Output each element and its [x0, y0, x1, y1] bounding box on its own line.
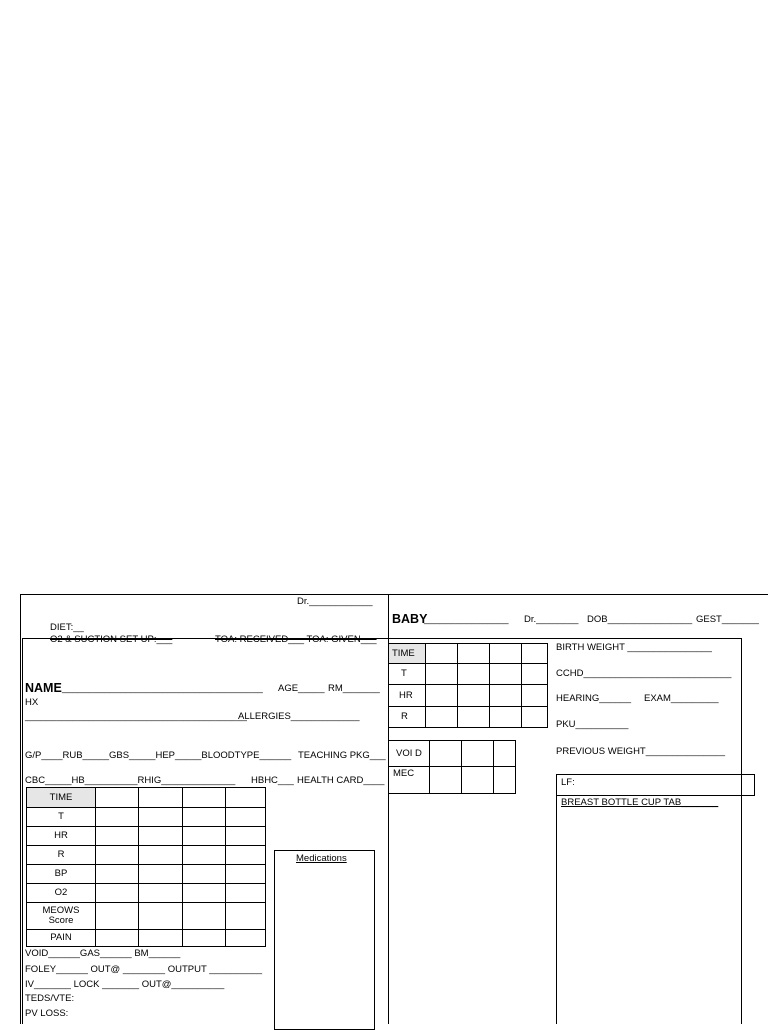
diet-field: DIET:__	[50, 622, 84, 633]
row-label: MEC	[389, 767, 430, 794]
row-label: HR	[27, 827, 96, 846]
vitals-cell[interactable]	[426, 644, 458, 664]
baby-name-blank: ________________	[424, 614, 509, 625]
vitals-cell[interactable]	[96, 846, 139, 865]
vitals-cell[interactable]	[458, 685, 490, 707]
o2-suction-field: O2 & SUCTION SET UP:___	[50, 634, 173, 645]
output-cell[interactable]	[430, 741, 462, 767]
birth-weight-field: BIRTH WEIGHT ________________	[556, 642, 712, 653]
baby-label: BABY	[392, 612, 428, 626]
void-row: VOID______GAS______ BM______	[25, 948, 181, 959]
vitals-cell[interactable]	[183, 827, 226, 846]
row-label: VOI D	[389, 741, 430, 767]
feeding-box-left	[556, 795, 557, 1024]
vitals-cell[interactable]	[183, 846, 226, 865]
vitals-cell[interactable]	[139, 808, 183, 827]
row-label: R	[27, 846, 96, 865]
row-label: O2	[27, 884, 96, 903]
gest-field: GEST_______	[696, 614, 759, 625]
vitals-cell[interactable]	[139, 788, 183, 808]
vitals-cell[interactable]	[226, 930, 266, 947]
vitals-cell[interactable]	[226, 884, 266, 903]
vitals-cell[interactable]	[96, 930, 139, 947]
vitals-cell[interactable]	[490, 707, 522, 728]
vitals-cell[interactable]	[96, 808, 139, 827]
baby-doctor-field: Dr.________	[524, 614, 579, 625]
row-label: MEOWS Score	[27, 903, 96, 930]
vitals-cell[interactable]	[226, 846, 266, 865]
lf-label: LF:	[561, 777, 575, 788]
vitals-cell[interactable]	[96, 903, 139, 930]
vitals-cell[interactable]	[226, 903, 266, 930]
row-label: BP	[27, 865, 96, 884]
cchd-field: CCHD____________________________	[556, 668, 732, 679]
baby-output-table	[388, 740, 516, 794]
hearing-field: HEARING______	[556, 693, 631, 704]
vitals-cell[interactable]	[183, 930, 226, 947]
row-label: HR	[389, 685, 426, 707]
vitals-cell[interactable]	[183, 788, 226, 808]
history-label: HX	[25, 697, 39, 708]
vitals-cell[interactable]	[183, 903, 226, 930]
vitals-cell[interactable]	[226, 827, 266, 846]
right-inner-right	[741, 638, 742, 1024]
vitals-cell[interactable]	[490, 685, 522, 707]
row-label: R	[389, 707, 426, 728]
hbhc-field: HBHC___	[251, 775, 294, 786]
vitals-cell[interactable]	[139, 930, 183, 947]
mother-vitals-table	[26, 787, 266, 947]
foley-row: FOLEY______ OUT@ ________ OUTPUT __________	[25, 964, 263, 975]
exam-field: EXAM_________	[644, 693, 719, 704]
vitals-cell[interactable]	[490, 644, 522, 664]
vitals-cell[interactable]	[522, 664, 548, 685]
vitals-cell[interactable]	[426, 707, 458, 728]
vitals-cell[interactable]	[139, 846, 183, 865]
teaching-pkg-field: TEACHING PKG___	[298, 750, 386, 761]
vitals-cell[interactable]	[183, 865, 226, 884]
vitals-cell[interactable]	[490, 664, 522, 685]
vitals-cell[interactable]	[522, 644, 548, 664]
feeding-options: BREAST BOTTLE CUP TAB_______	[561, 797, 719, 808]
left-frame-top	[20, 594, 768, 595]
vitals-cell[interactable]	[226, 808, 266, 827]
teds-vte-label: TEDS/VTE:	[25, 993, 75, 1004]
allergies-blank: __________________________________________	[25, 711, 247, 722]
vitals-cell[interactable]	[458, 707, 490, 728]
vitals-cell[interactable]	[522, 685, 548, 707]
name-label: NAME	[25, 681, 62, 695]
toa-field: TOA: RECEIVED___ TOA: GIVEN___	[215, 634, 377, 645]
left-frame-left	[20, 594, 21, 1024]
vitals-cell[interactable]	[226, 865, 266, 884]
row-label: TIME	[27, 788, 96, 808]
row-label: TIME	[389, 644, 426, 664]
pku-field: PKU__________	[556, 719, 629, 730]
output-cell[interactable]	[494, 767, 516, 794]
right-inner-top	[388, 638, 742, 639]
cbc-row: CBC_____HB__________RHIG______________	[25, 775, 236, 786]
vitals-cell[interactable]	[426, 664, 458, 685]
vitals-cell[interactable]	[139, 827, 183, 846]
vitals-cell[interactable]	[183, 884, 226, 903]
vitals-cell[interactable]	[139, 884, 183, 903]
allergies-field: ALLERGIES_____________	[238, 711, 360, 722]
medications-title: Medications	[296, 853, 347, 864]
age-field: AGE_____	[278, 683, 325, 694]
vitals-cell[interactable]	[139, 865, 183, 884]
output-cell[interactable]	[430, 767, 462, 794]
vitals-cell[interactable]	[139, 903, 183, 930]
doctor-field: Dr.____________	[297, 596, 373, 607]
vitals-cell[interactable]	[96, 884, 139, 903]
iv-row: IV_______ LOCK _______ OUT@__________	[25, 979, 225, 990]
row-label: PAIN	[27, 930, 96, 947]
output-cell[interactable]	[462, 767, 494, 794]
lf-box[interactable]	[556, 774, 755, 796]
output-cell[interactable]	[462, 741, 494, 767]
vitals-cell[interactable]	[458, 644, 490, 664]
vitals-cell[interactable]	[96, 827, 139, 846]
medications-box[interactable]	[274, 850, 375, 1030]
vitals-cell[interactable]	[458, 664, 490, 685]
output-cell[interactable]	[494, 741, 516, 767]
left-frame-left-inner	[22, 638, 23, 1024]
baby-vitals-table	[388, 643, 548, 728]
health-card-field: HEALTH CARD____	[297, 775, 385, 786]
pv-loss-label: PV LOSS:	[25, 1008, 69, 1019]
name-blank: ______________________________________	[62, 683, 263, 694]
vitals-cell[interactable]	[183, 808, 226, 827]
gp-row: G/P____RUB_____GBS_____HEP_____BLOODTYPE______	[25, 750, 292, 761]
room-field: RM_______	[328, 683, 380, 694]
vitals-cell[interactable]	[226, 788, 266, 808]
vitals-cell[interactable]	[426, 685, 458, 707]
previous-weight-field: PREVIOUS WEIGHT_______________	[556, 746, 725, 757]
vitals-cell[interactable]	[522, 707, 548, 728]
row-label: T	[389, 664, 426, 685]
vitals-cell[interactable]	[96, 865, 139, 884]
vitals-cell[interactable]	[96, 788, 139, 808]
row-label: T	[27, 808, 96, 827]
dob-field: DOB________________	[587, 614, 693, 625]
